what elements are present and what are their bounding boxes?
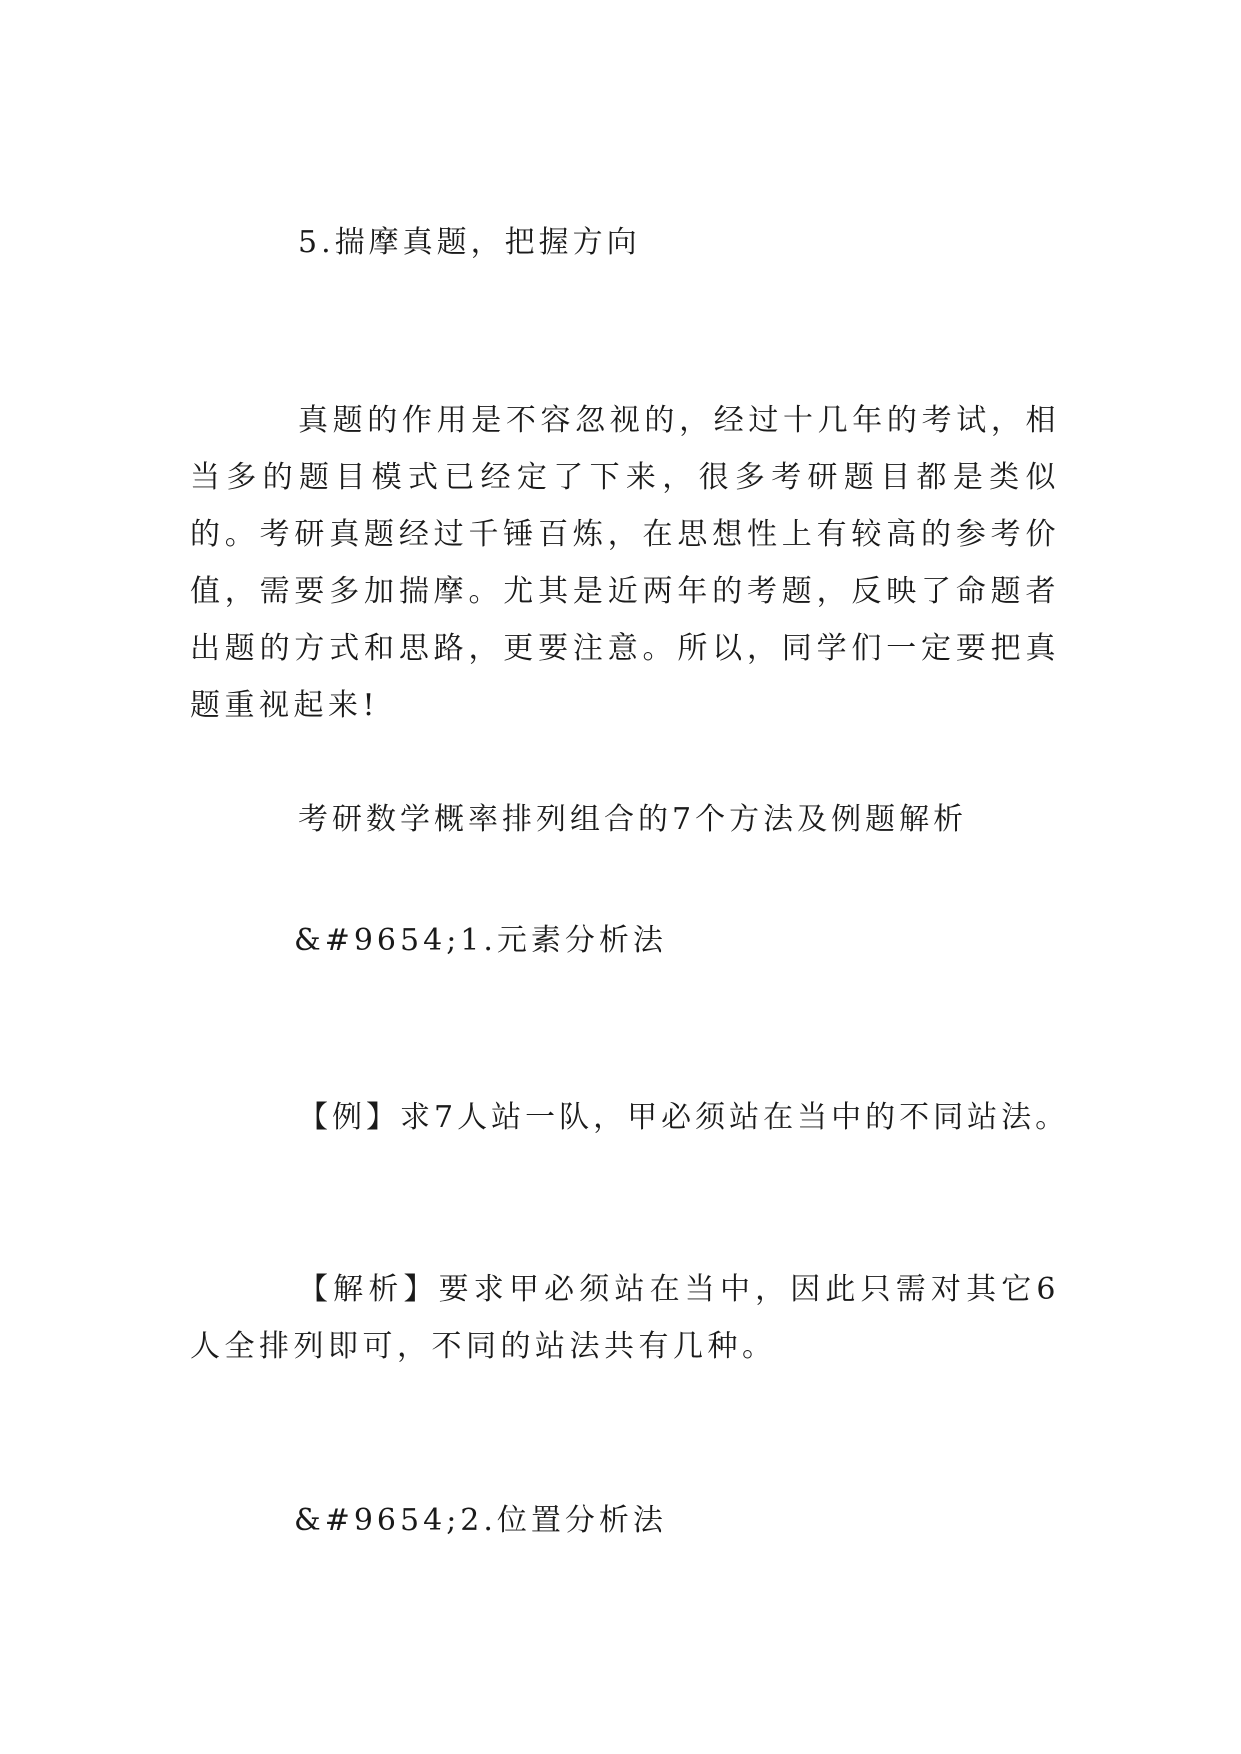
paragraph-real-exams: 真题的作用是不容忽视的，经过十几年的考试，相当多的题目模式已经定了下来，很多考研题目都是类似的。考研真题经过千锤百炼，在思想性上有较高的参考价值，需要多加揣摩。尤其是近两年的考题，反映了命题者出题的方式和思路，更要注意。所以，同学们一定要把真题重视起来! xyxy=(190,403,1060,723)
method-1-heading: &#9654;1.元素分析法 xyxy=(294,923,667,958)
solution-1: 【解析】要求甲必须站在当中，因此只需对其它6人全排列即可，不同的站法共有几种。 xyxy=(190,1272,1060,1364)
section-heading-tips: 5.揣摩真题，把握方向 xyxy=(298,225,641,260)
article-title-methods: 考研数学概率排列组合的7个方法及例题解析 xyxy=(298,802,968,837)
method-2-heading: &#9654;2.位置分析法 xyxy=(294,1503,667,1538)
example-1: 【例】求7人站一队，甲必须站在当中的不同站法。 xyxy=(298,1100,1070,1135)
